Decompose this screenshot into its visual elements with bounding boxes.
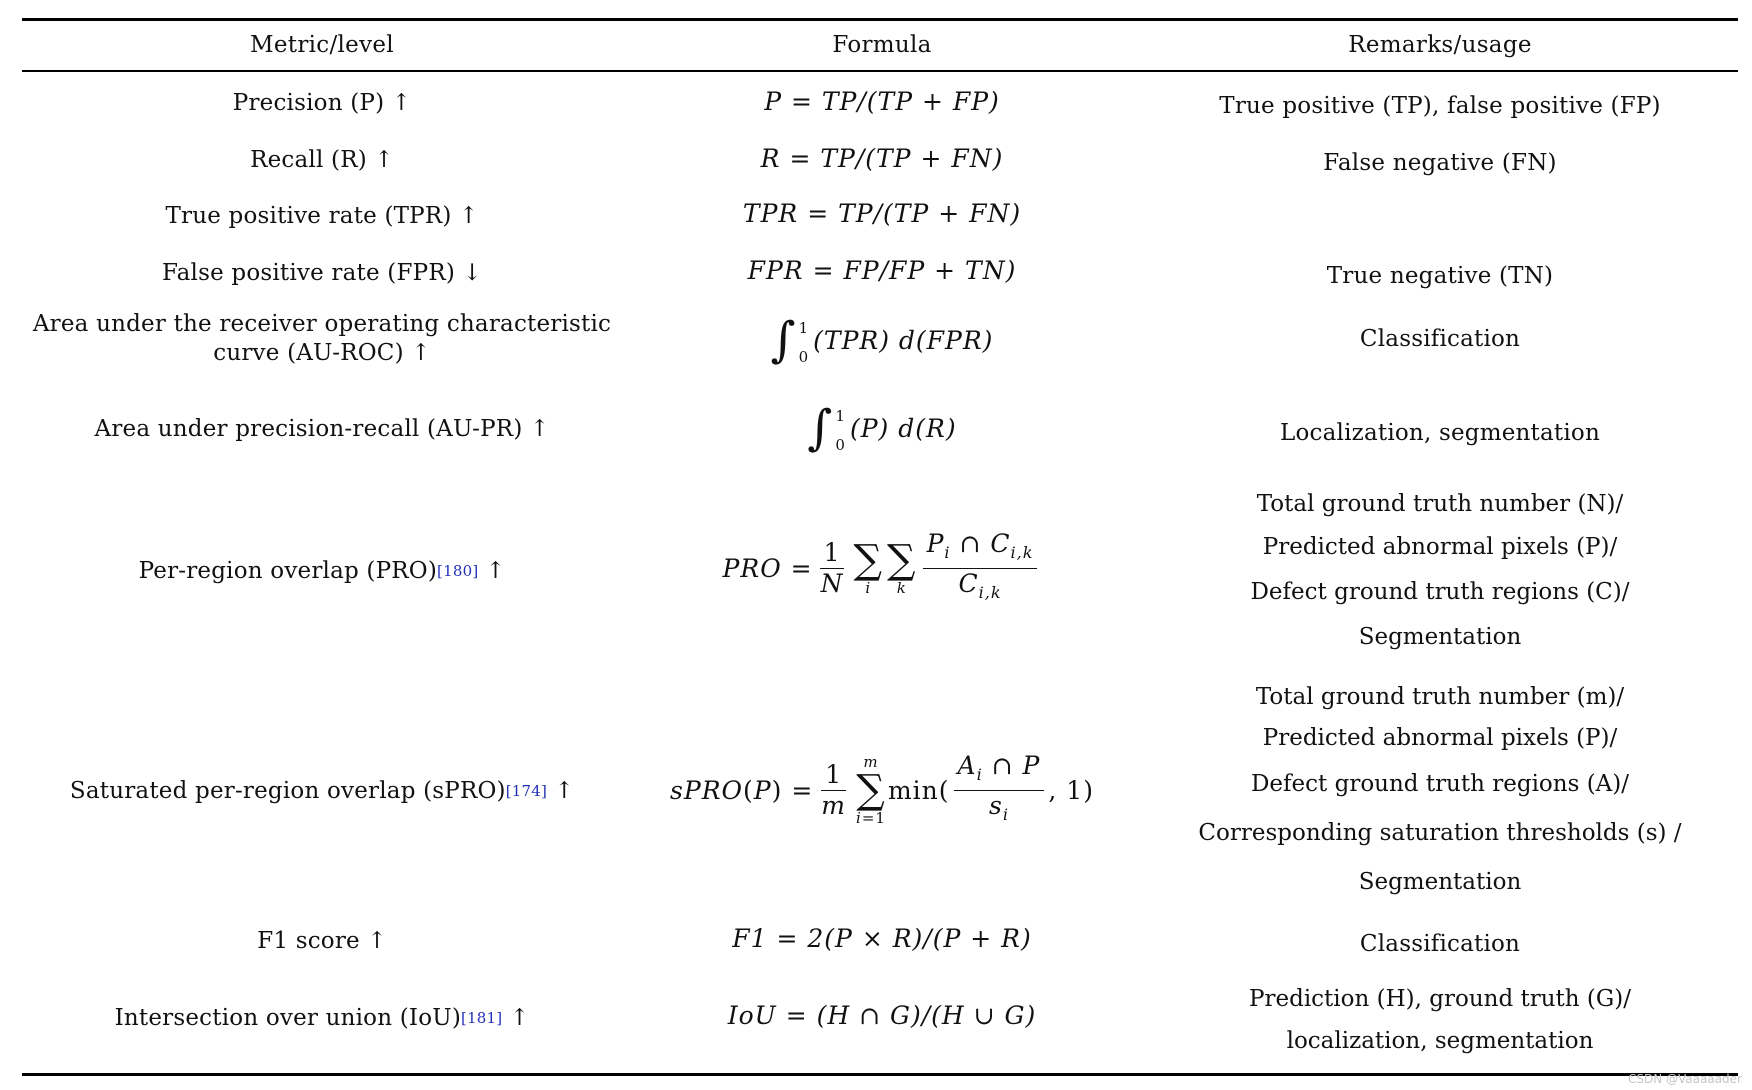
row-aupr-formula-body: (P) d(R): [849, 413, 957, 443]
table-bottom-rule: [22, 1073, 1738, 1076]
row-auroc-metric: [22, 308, 622, 370]
remark-line: Defect ground truth regions (A)/: [1250, 771, 1630, 797]
row-auroc-formula: [622, 306, 1142, 374]
remark-line: Segmentation: [1358, 869, 1522, 895]
remark-line: Segmentation: [1358, 624, 1522, 650]
row-aupr-remarks: Localization, segmentation: [1280, 419, 1600, 446]
remark-line: Total ground truth number (N)/: [1256, 491, 1624, 517]
citation-180[interactable]: [180]: [437, 561, 479, 580]
row-auroc-remarks: Classification: [1359, 325, 1521, 352]
row-precision-remarks: True positive (TP), false positive (FP): [1219, 92, 1661, 119]
table-top-rule: [22, 18, 1738, 21]
citation-181[interactable]: [181]: [461, 1008, 503, 1027]
table-header-rule: [22, 70, 1738, 72]
remark-line: Predicted abnormal pixels (P)/: [1262, 725, 1618, 751]
row-recall-remarks: False negative (FN): [1323, 149, 1557, 176]
row-f1-metric: F1 score ↑: [257, 927, 387, 954]
row-tpr-formula: TPR = TP/(TP + FN): [742, 198, 1022, 228]
header-remarks: Remarks/usage: [1348, 32, 1532, 58]
row-auroc-metric-line1: Area under the receiver operating characteristic: [32, 311, 612, 337]
row-iou-metric: Intersection over union (IoU) [181] ↑: [114, 1004, 530, 1031]
remark-line: Defect ground truth regions (C)/: [1250, 579, 1630, 605]
row-aupr-formula: [622, 394, 1142, 462]
header-metric: Metric/level: [250, 32, 394, 58]
citation-174[interactable]: [174]: [505, 781, 548, 800]
row-pro-formula: PRO = $\frac{1}{N}$ ∑ i ∑ k $\frac{P_i \cap C_{i,k}}{C_{i,k}}$: [622, 526, 1142, 610]
integral-symbol: ∫ 1 0: [770, 312, 810, 368]
row-pro-metric: Per-region overlap (PRO) [180] ↑: [138, 557, 506, 584]
row-precision-metric: Precision (P) ↑: [232, 89, 412, 116]
row-fpr-metric: False positive rate (FPR) ↓: [162, 259, 482, 286]
row-fpr-formula: FPR = FP/FP + TN): [747, 255, 1017, 285]
row-tpr-metric: True positive rate (TPR) ↑: [165, 202, 479, 229]
row-recall-metric: Recall (R) ↑: [250, 146, 394, 173]
row-recall-formula: R = TP/(TP + FN): [760, 143, 1004, 173]
watermark: CSDN @Vaaaaader: [1627, 1072, 1742, 1086]
row-aupr-metric: Area under precision-recall (AU-PR) ↑: [94, 415, 550, 442]
row-auroc-formula-body: (TPR) d(FPR): [813, 325, 994, 355]
row-auroc-metric-line2: curve (AU-ROC) ↑: [213, 340, 431, 366]
row-precision-formula: P = TP/(TP + FP): [764, 86, 1000, 116]
remark-line: Total ground truth number (m)/: [1255, 684, 1625, 710]
row-spro-metric: Saturated per-region overlap (sPRO) [174] ↑: [69, 777, 575, 804]
remark-line: Corresponding saturation thresholds (s) /: [1198, 820, 1682, 846]
row-spro-remarks: [1142, 677, 1738, 907]
header-formula: Formula: [832, 32, 932, 58]
remark-line: Prediction (H), ground truth (G)/: [1249, 986, 1631, 1012]
row-spro-formula: sPRO ( P ) = $\frac{1}{m}$ m ∑ i=1 min( $\frac{A_i \cap P}{s_i}$ , 1): [670, 750, 1094, 827]
remark-line: Predicted abnormal pixels (P)/: [1262, 534, 1618, 560]
row-f1-remarks: Classification: [1359, 930, 1521, 957]
row-f1-formula: F1 = 2(P × R)/(P + R): [732, 923, 1032, 953]
row-iou-formula: IoU = (H ∩ G)/(H ∪ G): [727, 1000, 1037, 1030]
integral-symbol: ∫ 1 0: [807, 400, 846, 456]
row-fpr-remarks: True negative (TN): [1326, 262, 1554, 289]
row-pro-remarks: [1142, 483, 1738, 659]
row-iou-remarks: [1142, 978, 1738, 1062]
remark-line: localization, segmentation: [1286, 1028, 1594, 1054]
